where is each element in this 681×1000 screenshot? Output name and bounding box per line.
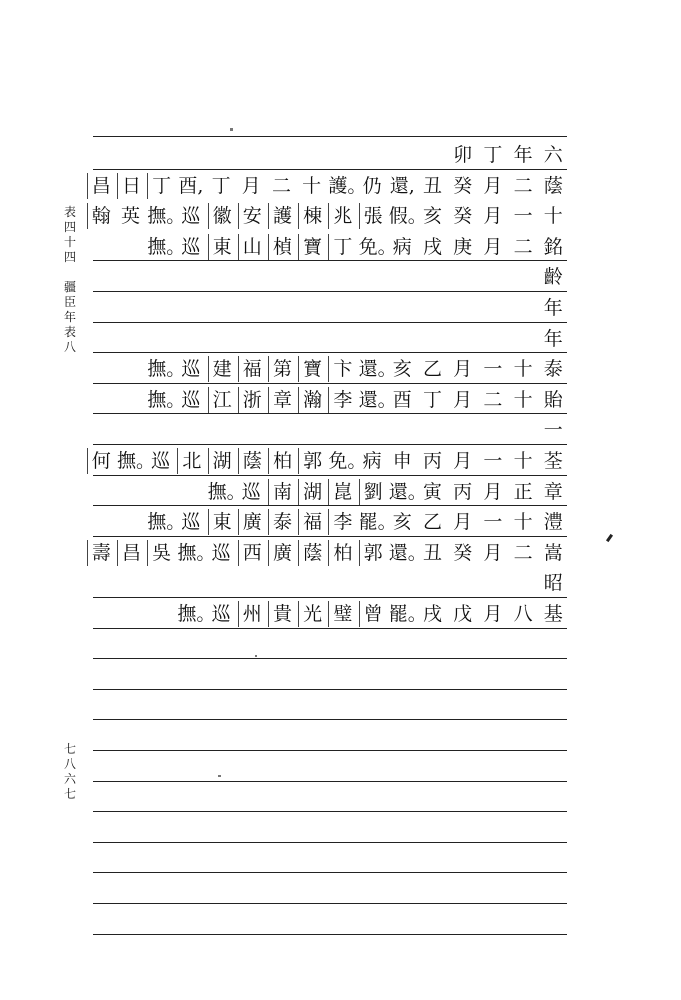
running-head-char: 十 [63, 235, 76, 249]
ink-speck [606, 534, 613, 542]
table-rule [93, 903, 567, 904]
table-rule [93, 169, 567, 170]
table-row [92, 171, 570, 203]
table-cell: 撫。 [117, 450, 156, 472]
table-cell: 郭 [298, 448, 326, 474]
table-cell: 月 [483, 603, 503, 625]
table-cell: 昌 [87, 173, 115, 199]
table-cell: 撫。 [147, 205, 186, 228]
table-cell: 荃 [543, 450, 563, 472]
table-rule [93, 597, 567, 598]
table-cell: 癸 [453, 174, 473, 197]
ink-speck [230, 128, 233, 131]
table-cell: 免。 [328, 450, 367, 472]
table-cell: 一 [483, 450, 503, 472]
table-cell: 月 [453, 388, 473, 411]
table-cell: 亥 [392, 358, 412, 381]
running-head-char: 疆 [63, 280, 76, 294]
table-row [92, 324, 570, 356]
table-cell: 罷。 [358, 511, 397, 534]
table-cell: 澧 [543, 511, 563, 534]
table-cell: 北 [177, 448, 205, 474]
table-cell: 戌 [422, 603, 442, 625]
table-cell: 福 [238, 356, 266, 382]
table-cell: 還。 [358, 358, 397, 381]
table-rule [93, 689, 567, 690]
table-cell: 癸 [453, 205, 473, 228]
ink-speck [255, 655, 257, 657]
table-cell: 曾 [359, 601, 387, 627]
table-cell: 庚 [453, 235, 473, 258]
table-cell: 月 [453, 511, 473, 534]
table-cell: 病 [362, 450, 382, 472]
table-row [92, 660, 570, 692]
table-cell: 病 [392, 235, 412, 258]
running-head-char: 四 [63, 220, 76, 234]
table-cell: 丁 [483, 144, 503, 166]
table-rule [93, 383, 567, 384]
table-rule [93, 658, 567, 659]
page-number-char: 六 [63, 772, 76, 786]
table-cell: 寶 [298, 356, 326, 382]
table-cell: 楨 [268, 234, 296, 260]
table-cell: 柏 [328, 540, 356, 566]
table-cell: 福 [298, 509, 326, 535]
table-cell: 何 [87, 448, 115, 474]
table-cell: 年 [513, 144, 533, 166]
table-row [92, 905, 570, 937]
table-row [92, 507, 570, 539]
table-cell: 卞 [328, 356, 356, 382]
table-cell: 丙 [453, 480, 473, 503]
table-row [92, 140, 570, 172]
table-cell: 嵩 [543, 541, 563, 564]
table-rule [93, 536, 567, 537]
table-cell: 昭 [543, 572, 563, 595]
table-row [92, 293, 570, 325]
table-cell: 光 [298, 601, 326, 627]
table-cell: 酉 [392, 388, 412, 411]
table-cell: 撫。 [147, 235, 186, 258]
table-cell: 巡 [211, 603, 231, 625]
running-head-char: 四 [63, 250, 76, 264]
table-cell: 假。 [388, 205, 427, 228]
table-cell: 撫。 [147, 358, 186, 381]
table-cell: 翰 [87, 203, 115, 229]
table-row [92, 446, 570, 478]
table-cell: 江 [208, 387, 236, 413]
table-cell: 郭 [359, 540, 387, 566]
table-row [92, 844, 570, 876]
page-number [60, 742, 80, 802]
table-cell: 李 [328, 387, 356, 413]
table-cell: 巡 [151, 450, 171, 472]
table-row [92, 385, 570, 417]
table-cell: 銘 [543, 235, 563, 258]
table-cell: 湖 [298, 479, 326, 505]
table-rule [93, 322, 567, 323]
table-cell: 月 [453, 450, 473, 472]
table-cell: 酉, [178, 174, 204, 197]
table-cell: 徽 [208, 203, 236, 229]
table-cell: 廣 [238, 509, 266, 535]
table-row [92, 232, 570, 264]
table-cell: 十 [543, 205, 563, 228]
table-rule [93, 291, 567, 292]
table-rule [93, 811, 567, 812]
table-cell: 山 [238, 234, 266, 260]
table-cell: 戊 [453, 603, 473, 625]
table-cell: 安 [238, 203, 266, 229]
table-cell: 巡 [181, 358, 201, 381]
table-cell: 基 [543, 603, 563, 625]
table-cell: 月 [453, 358, 473, 381]
running-head-char: 表 [63, 325, 76, 339]
table-rule [93, 872, 567, 873]
table-cell: 月 [483, 174, 503, 197]
table-cell: 十 [513, 450, 533, 472]
table-cell: 璧 [328, 601, 356, 627]
table-cell: 一 [483, 358, 503, 381]
table-cell: 巡 [181, 235, 201, 258]
table-rule [93, 842, 567, 843]
table-cell: 撫。 [177, 603, 216, 625]
table-cell: 章 [268, 387, 296, 413]
table-cell: 丁 [211, 174, 231, 197]
table-cell: 還。 [358, 388, 397, 411]
table-cell: 十 [302, 174, 322, 197]
table-cell: 正 [513, 480, 533, 503]
table-cell: 丁 [422, 388, 442, 411]
table-cell: 月 [241, 174, 261, 197]
table-cell: 蔭 [238, 448, 266, 474]
table-cell: 仍 [362, 174, 382, 197]
table-row [92, 568, 570, 600]
table-cell: 六 [543, 144, 563, 166]
table-cell: 蔭 [543, 174, 563, 197]
ink-speck [218, 775, 221, 777]
table-cell: 貽 [543, 388, 563, 411]
table-rule [93, 413, 567, 414]
table-cell: 月 [483, 480, 503, 503]
page-number-char: 八 [63, 757, 76, 771]
table-cell: 二 [513, 235, 533, 258]
running-head-char: 八 [63, 340, 76, 354]
table-cell: 一 [543, 419, 563, 442]
table-cell: 張 [359, 203, 387, 229]
table-cell: 免。 [358, 235, 397, 258]
table-cell: 二 [483, 388, 503, 411]
table-cell: 乙 [422, 358, 442, 381]
table-cell: 十 [513, 388, 533, 411]
table-row [92, 783, 570, 815]
table-cell: 棟 [298, 203, 326, 229]
table-rule [93, 352, 567, 353]
table-cell: 齡 [543, 266, 563, 289]
table-cell: 還, [389, 174, 415, 197]
table-cell: 寶 [298, 234, 326, 260]
table-cell: 一 [483, 511, 503, 534]
table-rule [93, 136, 567, 137]
table-cell: 撫。 [147, 388, 186, 411]
table-rule [93, 934, 567, 935]
table-cell: 丁 [328, 234, 356, 260]
table-cell: 昌 [117, 540, 145, 566]
running-head-char: 年 [63, 310, 76, 324]
table-cell: 建 [208, 356, 236, 382]
running-head-char [60, 265, 80, 280]
table-cell: 二 [271, 174, 291, 197]
table-rule [93, 781, 567, 782]
table-rule [93, 475, 567, 476]
table-cell: 十 [513, 358, 533, 381]
table-row [92, 262, 570, 294]
table-cell: 貴 [268, 601, 296, 627]
table-cell: 申 [392, 450, 412, 472]
table-row [92, 599, 570, 631]
table-row [92, 874, 570, 906]
table-cell: 月 [483, 235, 503, 258]
table-cell: 巡 [241, 480, 261, 503]
table-row [92, 354, 570, 386]
table-cell: 瀚 [298, 387, 326, 413]
table-rule [93, 505, 567, 506]
table-cell: 第 [268, 356, 296, 382]
table-cell: 十 [513, 511, 533, 534]
table-cell: 蔭 [298, 540, 326, 566]
table-rule [93, 444, 567, 445]
running-head [60, 205, 80, 355]
table-cell: 還。 [388, 541, 427, 564]
table-cell: 巡 [211, 541, 231, 564]
table-cell: 二 [513, 174, 533, 197]
table-cell: 巡 [181, 205, 201, 228]
table-row [92, 201, 570, 233]
table-cell: 西 [238, 540, 266, 566]
table-cell: 巡 [181, 511, 201, 534]
table-cell: 罷。 [388, 603, 427, 625]
table-cell: 丙 [422, 450, 442, 472]
table-cell: 壽 [87, 540, 115, 566]
table-cell: 護。 [328, 174, 367, 197]
table-cell: 八 [513, 603, 533, 625]
table-cell: 章 [543, 480, 563, 503]
page-number-char: 七 [63, 742, 76, 756]
page-number-char: 七 [63, 787, 76, 801]
table-row [92, 813, 570, 845]
table-cell: 廣 [268, 540, 296, 566]
table-cell: 一 [513, 205, 533, 228]
table-cell: 月 [483, 205, 503, 228]
table-cell: 寅 [422, 480, 442, 503]
table-cell: 年 [543, 297, 563, 319]
table-cell: 亥 [392, 511, 412, 534]
table-row [92, 691, 570, 723]
table-cell: 南 [268, 479, 296, 505]
table-cell: 州 [238, 601, 266, 627]
table-cell: 李 [328, 509, 356, 535]
table-cell: 癸 [453, 541, 473, 564]
table-cell: 崑 [328, 479, 356, 505]
table-cell: 月 [483, 541, 503, 564]
table-cell: 吳 [147, 540, 175, 566]
table-cell: 丑 [422, 174, 442, 197]
table-row [92, 630, 570, 662]
table-cell: 泰 [543, 358, 563, 381]
table-cell: 湖 [208, 448, 236, 474]
table-cell: 卯 [453, 144, 473, 166]
table-row [92, 415, 570, 447]
table-cell: 撫。 [207, 480, 246, 503]
table-cell: 護 [268, 203, 296, 229]
table-cell: 柏 [268, 448, 296, 474]
table-cell: 東 [208, 234, 236, 260]
table-cell: 劉 [359, 479, 387, 505]
table-row [92, 538, 570, 570]
table-cell: 乙 [422, 511, 442, 534]
table-cell: 東 [208, 509, 236, 535]
table-cell: 戌 [422, 235, 442, 258]
table-cell: 泰 [268, 509, 296, 535]
table-cell: 英 [120, 205, 140, 228]
table-row [92, 752, 570, 784]
table-cell: 撫。 [177, 541, 216, 564]
table-rule [93, 719, 567, 720]
table-cell: 丁 [147, 173, 175, 199]
table-cell: 撫。 [147, 511, 186, 534]
table-cell: 兆 [328, 203, 356, 229]
table-cell: 年 [543, 327, 563, 350]
table-cell: 亥 [422, 205, 442, 228]
table-cell: 還。 [388, 480, 427, 503]
table-row [92, 477, 570, 509]
running-head-char: 表 [63, 205, 76, 219]
table-cell: 巡 [181, 388, 201, 411]
running-head-char: 臣 [63, 295, 76, 309]
table-cell: 浙 [238, 387, 266, 413]
table-cell: 日 [117, 173, 145, 199]
table-cell: 丑 [422, 541, 442, 564]
table-rule [93, 750, 567, 751]
table-rule [93, 628, 567, 629]
table-row [92, 721, 570, 753]
table-cell: 二 [513, 541, 533, 564]
table-rule [93, 260, 567, 261]
